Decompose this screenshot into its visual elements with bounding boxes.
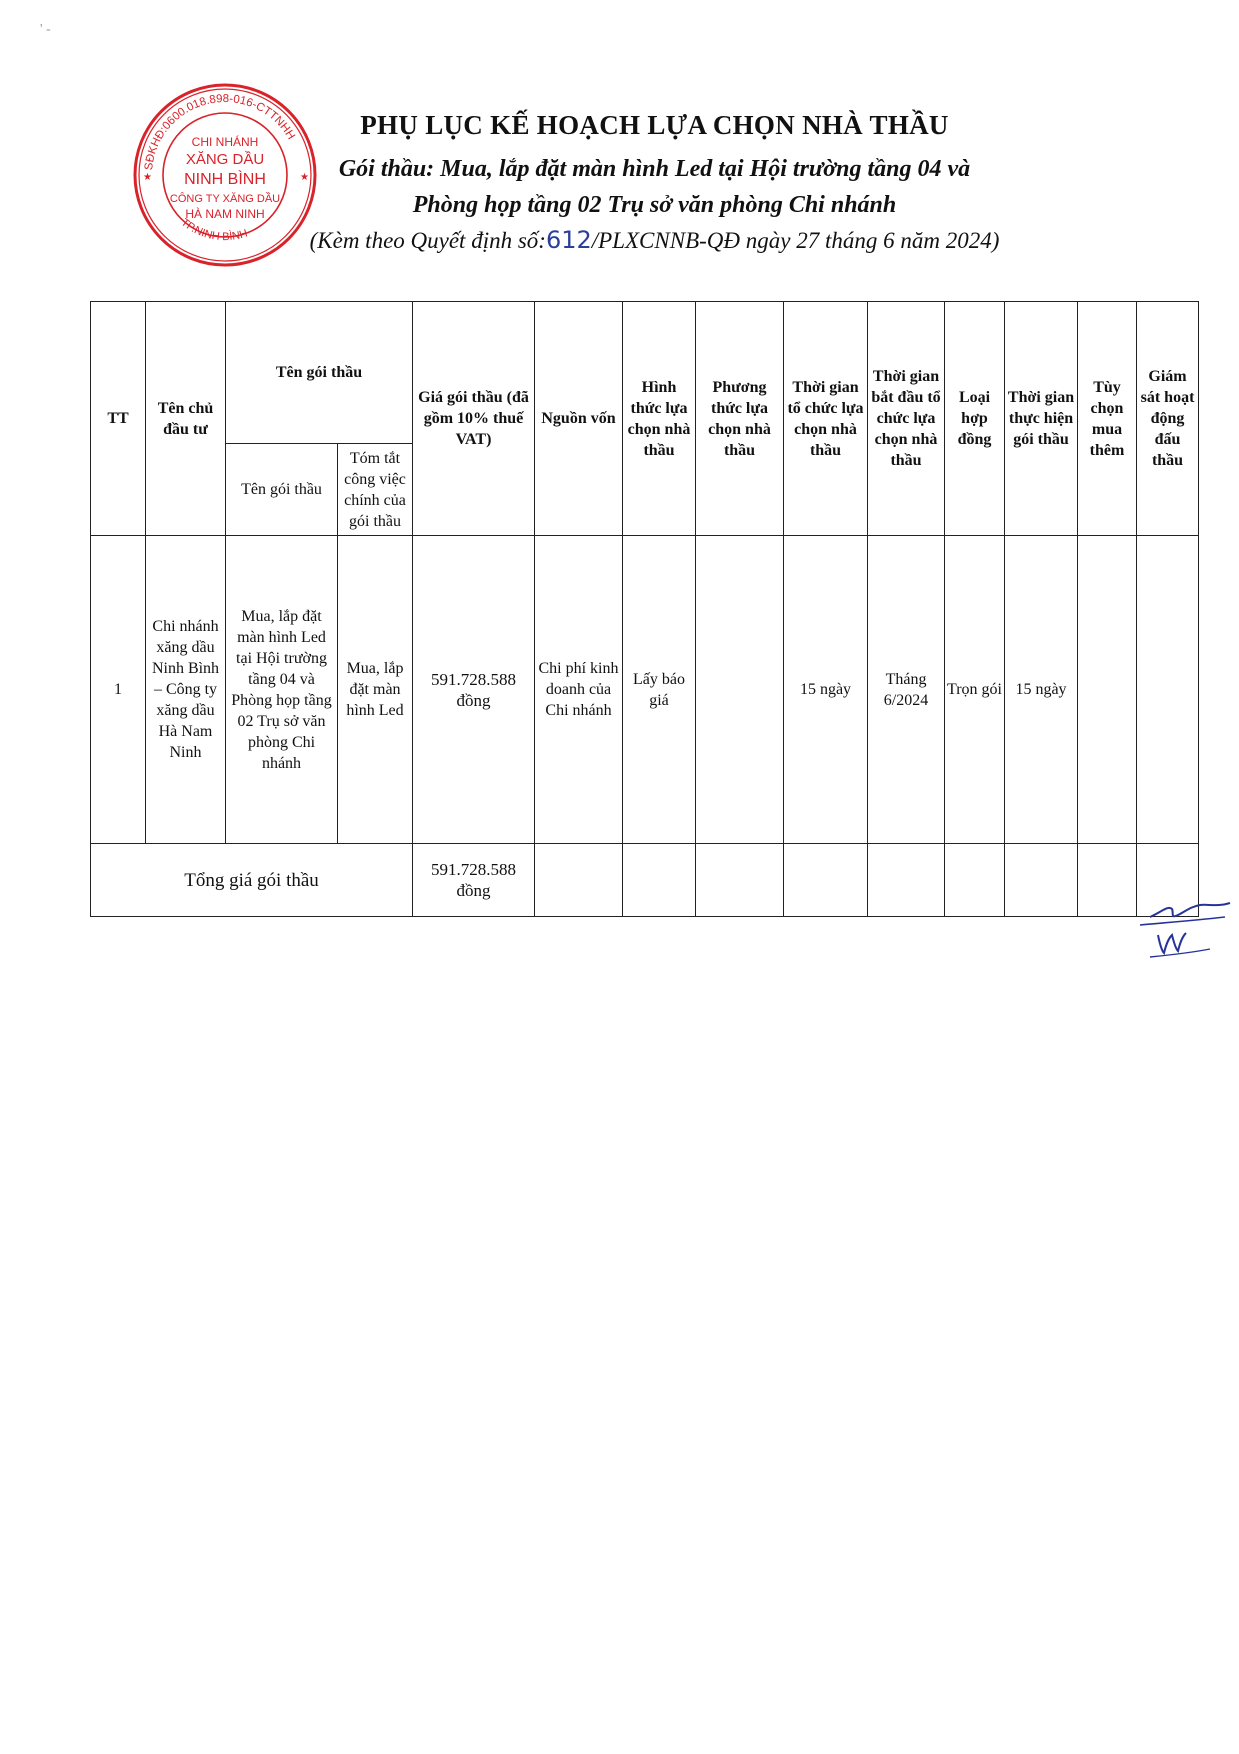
- procurement-plan-table: [90, 301, 1199, 917]
- stamp-bottom-text: TP.NINH BÌNH: [178, 216, 250, 244]
- header-selection-method: Phương thức lựa chọn nhà thầu: [696, 302, 784, 536]
- cell-supervision: [1137, 536, 1199, 844]
- cell-investor: Chi nhánh xăng dầu Ninh Bình – Công ty xăng dầu Hà Nam Ninh: [146, 536, 226, 844]
- cell-organize-time: 15 ngày: [784, 536, 868, 844]
- header-option: Tùy chọn mua thêm: [1078, 302, 1137, 536]
- header-price: [413, 302, 535, 536]
- header-organize-time: Thời gian tổ chức lựa chọn nhà thầu: [784, 302, 868, 536]
- scan-mark: ' -: [40, 22, 51, 37]
- cell-execution-time: 15 ngày: [1005, 536, 1078, 844]
- decision-suffix: /PLXCNNB-QĐ ngày 27 tháng 6 năm 2024): [591, 228, 1000, 253]
- cell-contract-type: Trọn gói: [945, 536, 1005, 844]
- stamp-line-5: HÀ NAM NINH: [185, 207, 265, 221]
- total-price: 591.728.588 đồng: [413, 844, 535, 917]
- header-price-label: Giá gói thầu (đã gồm 10% thuế VAT): [418, 389, 529, 448]
- svg-text:★: ★: [300, 172, 309, 183]
- total-empty-cell: [696, 844, 784, 917]
- total-empty-cell: [535, 844, 623, 917]
- header-selection-form: Hình thức lựa chọn nhà thầu: [623, 302, 696, 536]
- total-empty-cell: [784, 844, 868, 917]
- package-subtitle-line-2: Phòng họp tầng 02 Trụ sở văn phòng Chi nhánh: [412, 192, 897, 218]
- table-row: [91, 536, 1199, 844]
- package-subtitle-line-1: Gói thầu: Mua, lắp đặt màn hình Led tại Hội trường tầng 04 và: [338, 156, 971, 182]
- cell-price: 591.728.588 đồng: [413, 536, 535, 844]
- header-supervision: Giám sát hoạt động đấu thầu: [1137, 302, 1199, 536]
- header-contract-type: Loại hợp đồng: [945, 302, 1005, 536]
- total-empty-cell: [1078, 844, 1137, 917]
- header-package-summary: Tóm tắt công việc chính của gói thầu: [338, 444, 413, 536]
- cell-start-time: Tháng 6/2024: [868, 536, 945, 844]
- total-label: Tổng giá gói thầu: [91, 844, 413, 917]
- decision-prefix: (Kèm theo Quyết định số:: [309, 228, 546, 253]
- document-title: PHỤ LỤC KẾ HOẠCH LỰA CHỌN NHÀ THẦU: [360, 110, 949, 140]
- cell-selection-form: Lấy báo giá: [623, 536, 696, 844]
- header-investor: Tên chủ đầu tư: [146, 302, 226, 536]
- header-package-group: Tên gói thầu: [226, 302, 413, 444]
- signature-graphic: [1130, 895, 1239, 965]
- document-header: [0, 110, 1239, 258]
- header-funding: Nguồn vốn: [535, 302, 623, 536]
- stamp-line-2: XĂNG DẦU: [185, 151, 265, 168]
- decision-reference: [70, 223, 1239, 258]
- header-tt: TT: [91, 302, 146, 536]
- header-start-time: Thời gian bắt đầu tổ chức lựa chọn nhà thầu: [868, 302, 945, 536]
- cell-package-name: Mua, lắp đặt màn hình Led tại Hội trường tầng 04 và Phòng họp tầng 02 Trụ sở văn phòng Chi nhánh: [226, 536, 338, 844]
- handwritten-signature: [1130, 895, 1239, 965]
- table-total-row: [91, 844, 1199, 917]
- total-empty-cell: [945, 844, 1005, 917]
- stamp-line-3: NINH BÌNH: [184, 171, 266, 188]
- table-header-row-1: [91, 302, 1199, 444]
- decision-number: 612: [545, 226, 592, 254]
- cell-funding: Chi phí kinh doanh của Chi nhánh: [535, 536, 623, 844]
- total-empty-cell: [623, 844, 696, 917]
- stamp-outer-text: SĐKHĐ:0600.018.898-016-CTTNHH: [143, 92, 297, 171]
- cell-package-summary: Mua, lắp đặt màn hình Led: [338, 536, 413, 844]
- header-execution-time: Thời gian thực hiện gói thầu: [1005, 302, 1078, 536]
- header-package-name: Tên gói thầu: [226, 444, 338, 536]
- cell-option: [1078, 536, 1137, 844]
- cell-selection-method: [696, 536, 784, 844]
- cell-tt: 1: [91, 536, 146, 844]
- total-empty-cell: [1005, 844, 1078, 917]
- total-empty-cell: [868, 844, 945, 917]
- stamp-line-1: CHI NHÁNH: [191, 135, 259, 149]
- stamp-line-4: CÔNG TY XĂNG DẦU: [169, 193, 281, 205]
- svg-text:★: ★: [143, 172, 152, 183]
